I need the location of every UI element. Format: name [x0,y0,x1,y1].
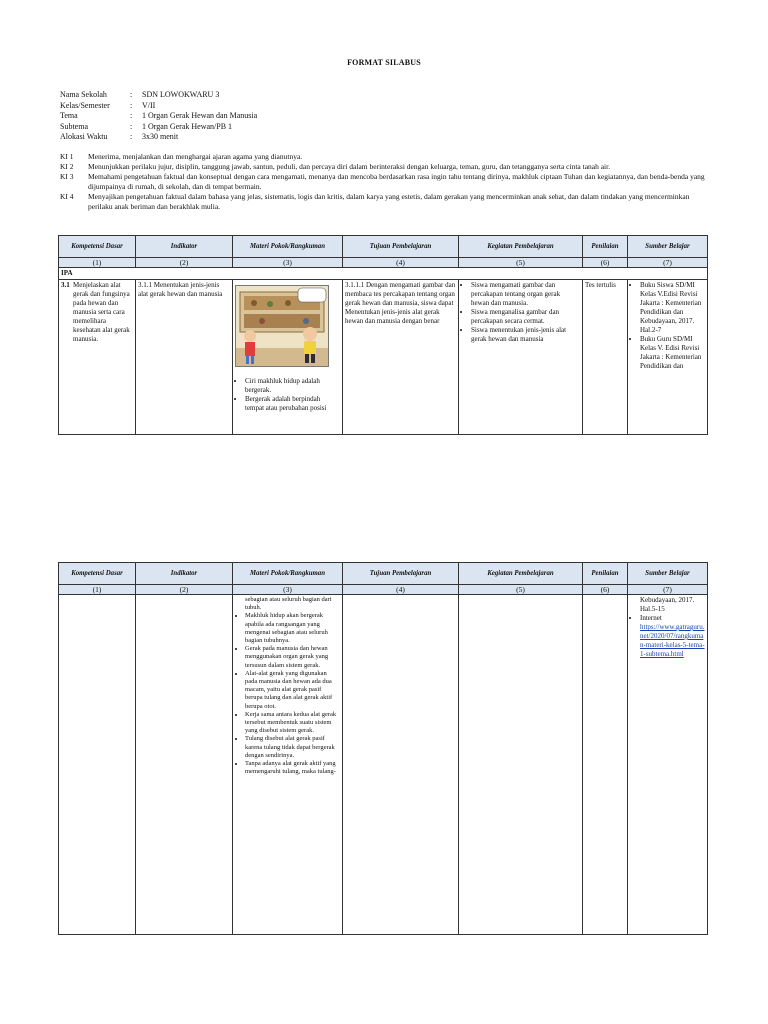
tujuan-cell [343,595,459,935]
ki-row [60,162,710,172]
ki-code: KI 1 [60,152,74,161]
col-header-sumber: Sumber Belajar [628,236,708,258]
sumber-internet-label: Internet [640,614,662,622]
col-header-tujuan: Tujuan Pembelajaran [343,563,459,585]
illustration-image [235,285,329,367]
col-number: (7) [628,585,708,595]
col-header-indikator: Indikator [136,236,233,258]
ki-row [60,152,710,162]
sumber-list [630,614,705,659]
indikator-cell: 3.1.1 Menentukan jenis-jenis alat gerak hewan dan manusia [136,280,233,435]
school-info [60,90,257,143]
column-number-row [59,585,708,595]
list-item: • Siswa menganalisa gambar dan percakapan secara cermat. [471,308,580,326]
info-value: 1 Organ Gerak Hewan dan Manusia [142,111,258,120]
list-item: • Ciri makhluk hidup adalah bergerak. [245,377,340,395]
core-competencies [60,152,710,212]
col-header-penilaian: Penilaian [583,563,628,585]
info-key: Subtema [60,121,88,131]
materi-cell [233,595,343,935]
kd-text: Menjelaskan alat gerak dan fungsinya pada hewan dan manusia serta cara memelihara kesehatan alat gerak manusia. [73,281,130,343]
info-row [60,90,257,101]
col-number: (6) [583,258,628,268]
table-row [59,280,708,435]
table-header-row [59,563,708,585]
ki-row [60,172,710,192]
info-colon: : [130,111,133,120]
info-value: 1 Organ Gerak Hewan/PB 1 [142,121,233,131]
table-header-row [59,236,708,258]
list-item: • Bergerak adalah berpindah tempat atau perubahan posisi [245,395,340,413]
col-number: (5) [459,258,583,268]
col-header-penilaian: Penilaian [583,236,628,258]
info-value: V/II [142,100,156,110]
classroom-illustration [236,286,328,366]
materi-list [235,377,340,413]
list-item: • Siswa menentukan jenis-jenis alat gerak hewan dan manusia [471,326,580,344]
col-number: (4) [343,585,459,595]
list-item: • Tulang disebut alat gerak pasif karena tulang tidak dapat bergerak dengan sendirinya. [245,735,340,760]
info-colon: : [130,100,133,110]
col-number: (7) [628,258,708,268]
ki-text: Menerima, menjalankan dan menghargai ajaran agama yang dianutnya. [88,152,303,161]
list-item: • Alat-alat gerak yang digunakan pada manusia dan hewan ada dua macam, yaitu alat gerak pasif berupa tulang dan alat gerak aktif berupa otot. [245,670,340,711]
ki-text: Menunjukkan perilaku jujur, disiplin, tanggung jawab, santun, peduli, dan percaya diri dalam berinteraksi dengan keluarga, teman, guru, dan tetangganya serta cinta tanah air. [88,162,611,171]
list-item: • Tanpa adanya alat gerak aktif yang memengaruhi tulang, maka tulang- [245,760,340,776]
info-key: Tema [60,111,78,120]
info-value: SDN LOWOKWARU 3 [142,90,220,99]
col-number: (3) [233,585,343,595]
list-item: • Buku Guru SD/MI Kelas V. Edisi Revisi Jakarta : Kementerian Pendidikan dan [640,335,705,371]
list-item [640,614,705,659]
ki-row [60,192,710,212]
ki-code: KI 4 [60,192,74,201]
info-key: Alokasi Waktu [60,132,108,141]
col-header-tujuan: Tujuan Pembelajaran [343,236,459,258]
sumber-cell [628,280,708,435]
col-number: (3) [233,258,343,268]
subject-row [59,268,708,280]
col-number: (2) [136,258,233,268]
kegiatan-cell [459,280,583,435]
materi-continuation: sebagian atau seluruh bagian dari tubuh. [245,596,332,612]
syllabus-table-page1 [58,235,708,435]
kd-cell [59,595,136,935]
kegiatan-cell [459,595,583,935]
materi-cell [233,280,343,435]
syllabus-table-page2 [58,562,708,935]
col-header-kegiatan: Kegiatan Pembelajaran [459,563,583,585]
kd-cell [59,280,136,435]
sumber-continuation: Kebudayaan, 2017. Hal.5-15 [640,596,695,613]
ki-code: KI 3 [60,172,74,181]
col-number: (6) [583,585,628,595]
tujuan-cell: 3.1.1.1 Dengan mengamati gambar dan membaca tes percakapan tentang organ gerak hewan dan manusia, siswa dapat Menentukan jenis-jenis alat gerak hewan dan manusia dengan benar [343,280,459,435]
col-header-kd: Kompetensi Dasar [59,563,136,585]
list-item: • Buku Siswa SD/MI Kelas V.Edisi Revisi Jakarta : Kementerian Pendidikan dan Kebudayaan, 2017. Hal.2-7 [640,281,705,335]
col-number: (1) [59,585,136,595]
info-row [60,132,257,143]
kegiatan-list [461,281,580,344]
info-colon: : [130,132,133,141]
sumber-link[interactable]: https://www.gatraguru.net/2020/07/rangkuman-materi-kelas-5-tema-1-subtema.html [640,623,705,658]
list-item: • Siswa mengamati gambar dan percakapan tentang organ gerak hewan dan manusia. [471,281,580,308]
subject-label: IPA [59,268,708,280]
penilaian-cell [583,595,628,935]
indikator-cell [136,595,233,935]
penilaian-cell: Tes tertulis [583,280,628,435]
col-header-sumber: Sumber Belajar [628,563,708,585]
page-title: FORMAT SILABUS [347,58,421,67]
table-row [59,595,708,935]
materi-list [235,612,340,776]
col-header-materi: Materi Pokok/Rangkuman [233,236,343,258]
col-header-kegiatan: Kegiatan Pembelajaran [459,236,583,258]
list-item: • Kerja sama antara kedua alat gerak tersebut membentuk suatu sistem yang disebut sistem gerak. [245,711,340,736]
info-row [60,111,257,122]
col-header-kd: Kompetensi Dasar [59,236,136,258]
ki-text: Menyajikan pengetahuan faktual dalam bahasa yang jelas, sistematis, logis dan kritis, dalam karya yang estetis, dalam gerakan yang mencerminkan anak sehat, dan dalam tindakan yang mencerminkan perilaku anak beriman dan berakhlak mulia. [88,192,690,211]
col-header-materi: Materi Pokok/Rangkuman [233,563,343,585]
info-row [60,122,257,133]
kd-code: 3.1 [61,281,70,289]
col-number: (2) [136,585,233,595]
ki-text: Memahami pengetahuan faktual dan konseptual dengan cara mengamati, menanya dan mencoba berdasarkan rasa ingin tahu tentang dirinya, makhluk ciptaan Tuhan dan kegiatannya, dan benda-benda yang dijumpainya di rumah, di sekolah, dan di tempat bermain. [88,172,705,191]
col-number: (5) [459,585,583,595]
info-colon: : [130,90,133,99]
column-number-row [59,258,708,268]
info-key: Nama Sekolah [60,90,107,99]
col-number: (4) [343,258,459,268]
ki-code: KI 2 [60,162,74,171]
col-header-indikator: Indikator [136,563,233,585]
info-colon: : [130,121,133,131]
sumber-list [630,281,705,371]
info-row [60,101,257,112]
sumber-cell [628,595,708,935]
list-item: • Makhluk hidup akan bergerak apabila ada rangsangan yang mengenai sebagian atau seluruh bagian tubuhnya. [245,612,340,645]
info-value: 3x30 menit [142,132,179,141]
info-key: Kelas/Semester [60,100,110,110]
list-item: • Gerak pada manusia dan hewan menggunakan organ gerak yang tersusun dalam sistem gerak. [245,645,340,670]
col-number: (1) [59,258,136,268]
